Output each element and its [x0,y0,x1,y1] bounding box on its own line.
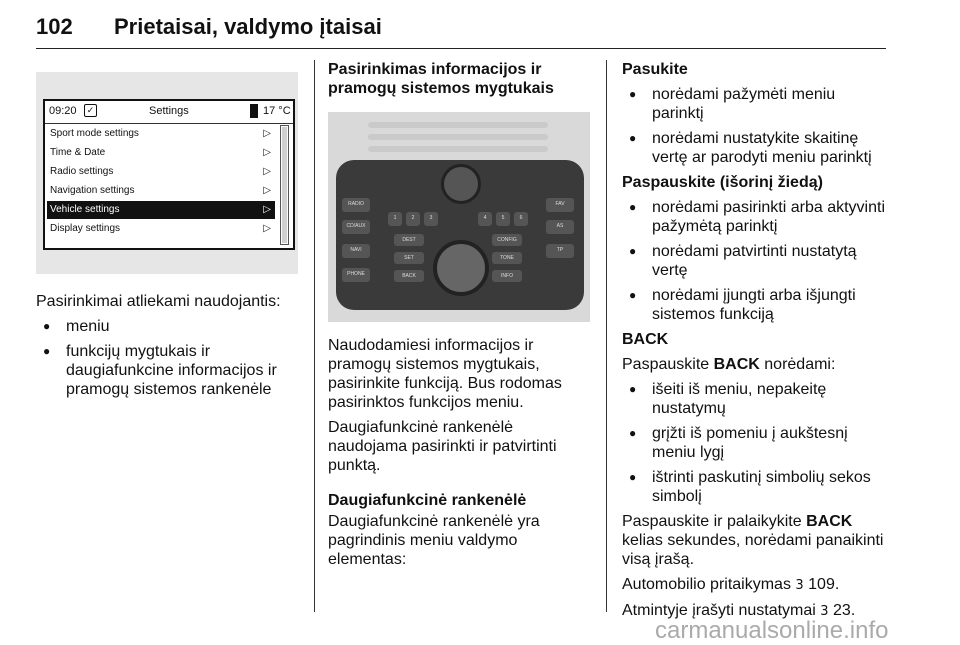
screen-header [45,101,293,124]
chevron-right-icon: ▷ [263,204,271,215]
preset-4-button: 4 [478,212,492,226]
page-title: Prietaisai, valdymo įtaisai [114,14,382,39]
list-item: ● norėdami patvirtinti nustatytą vertę [622,242,890,280]
display-screen [43,99,295,250]
reference-vehicle-personalisation: Automobilio pritaikymas 3 109. [622,576,840,593]
col2-paragraph-1: Naudodamiesi informacijos ir pramogų sistemos mygtukais, pasirinkite funkciją. Bus rodomas pasirinktos funkcijos meniu. [328,337,562,411]
preset-3-button: 3 [424,212,438,226]
column-divider-1 [314,60,315,612]
col2-paragraph-2: Daugiafunkcinė rankenėlė naudojama pasirinkti ir patvirtinti punktą. [328,419,557,474]
chevron-right-icon: ▷ [263,185,271,196]
menu-item-radio: Radio settings ▷ [47,163,275,181]
list-item: ● grįžti iš pomeniu į aukštesnį meniu lygį [622,424,890,462]
turn-heading: Pasukite [622,61,688,78]
list-item: ● meniu [36,317,298,336]
config-button: CONFIG [492,234,522,246]
dest-button: DEST [394,234,424,246]
air-vent [368,134,548,140]
air-vent [368,122,548,128]
screen-scrollbar [280,125,289,245]
back-button: BACK [394,270,424,282]
checkmark-icon: ✓ [84,104,97,117]
reference-symbol: 3 [820,604,829,619]
list-item: ● norėdami pasirinkti arba aktyvinti pažymėtą parinktį [622,198,890,236]
chevron-right-icon: ▷ [263,128,271,139]
air-vent [368,146,548,152]
col2-heading: Pasirinkimas informacijos ir pramogų sistemos mygtukais [328,61,554,97]
screen-time: 09:20 [49,105,77,117]
watermark: carmanualsonline.info [655,617,889,644]
column-2-body [328,336,592,575]
turn-list [622,85,890,167]
list-item: ● norėdami įjungti arba išjungti sistemos funkciją [622,286,890,324]
menu-item-time-date: Time & Date ▷ [47,144,275,162]
preset-5-button: 5 [496,212,510,226]
phone-button: PHONE [342,268,370,282]
chevron-right-icon: ▷ [263,166,271,177]
list-item: ● norėdami pažymėti meniu parinktį [622,85,890,123]
hold-back-paragraph: Paspauskite ir palaikykite BACK kelias sekundes, norėdami panaikinti visą įrašą. [622,513,884,568]
preset-2-button: 2 [406,212,420,226]
tone-button: TONE [492,252,522,264]
press-list [622,198,890,324]
list-item: ● ištrinti paskutinį simbolių sekos simbolį [622,468,890,506]
multifunction-knob [433,240,489,296]
page-header [36,14,888,52]
list-item: ● norėdami nustatykite skaitinę vertę ar parodyti meniu parinktį [622,129,890,167]
thermometer-icon [250,104,258,118]
reference-symbol: 3 [795,578,804,593]
info-button: INFO [492,270,522,282]
column-1 [36,292,298,405]
chevron-right-icon: ▷ [263,147,271,158]
radio-button: RADIO [342,198,370,212]
column-divider-2 [606,60,607,612]
power-knob [441,164,481,204]
column-2 [328,60,592,104]
preset-1-button: 1 [388,212,402,226]
chevron-right-icon: ▷ [263,223,271,234]
back-list [622,380,890,506]
as-button: AS [546,220,574,234]
set-button: SET [394,252,424,264]
press-heading: Paspauskite (išorinį žiedą) [622,174,823,191]
screen-title: Settings [149,105,189,117]
fav-button: FAV [546,198,574,212]
navi-button: NAVI [342,244,370,258]
reference-memorised-settings: Atmintyje įrašyti nustatymai 3 23. [622,602,856,619]
scroll-thumb [282,127,287,243]
back-heading: BACK [622,331,669,348]
col1-list [36,317,298,399]
settings-screen-figure [36,72,298,274]
control-panel-figure [328,112,590,322]
preset-6-button: 6 [514,212,528,226]
menu-item-navigation: Navigation settings ▷ [47,182,275,200]
list-item: ● išeiti iš meniu, nepakeitę nustatymų [622,380,890,418]
header-rule [36,48,886,49]
cd-aux-button: CD/AUX [342,220,370,234]
menu-item-sport-mode: Sport mode settings ▷ [47,125,275,143]
col2-heading-2: Daugiafunkcinė rankenėlė [328,492,527,509]
back-intro: Paspauskite BACK norėdami: [622,356,836,373]
col2-paragraph-3: Daugiafunkcinė rankenėlė yra pagrindinis meniu valdymo elementas: [328,513,540,568]
menu-item-display: Display settings ▷ [47,220,275,238]
column-3 [622,60,890,627]
screen-temperature: 17 °C [263,105,291,117]
menu-item-vehicle: Vehicle settings ▷ [47,201,275,219]
col1-intro: Pasirinkimai atliekami naudojantis: [36,293,281,310]
page-number: 102 [36,14,73,39]
tp-button: TP [546,244,574,258]
list-item: ● funkcijų mygtukais ir daugiafunkcine informacijos ir pramogų sistemos rankenėle [36,342,298,399]
